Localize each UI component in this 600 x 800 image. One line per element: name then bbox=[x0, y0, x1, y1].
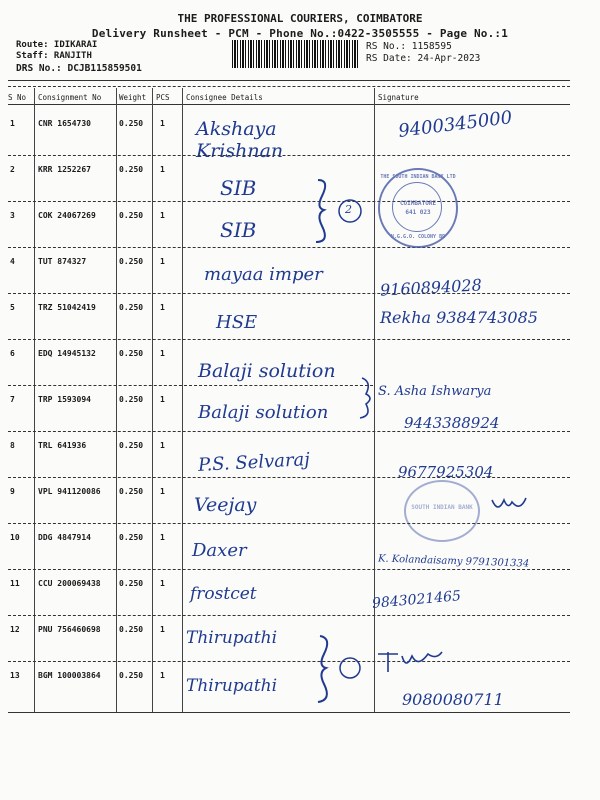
col-signature: Signature bbox=[378, 93, 419, 102]
bank-stamp-extra: N.G.G.O. COLONY BR bbox=[390, 234, 446, 240]
row-consignment: CNR 1654730 bbox=[38, 119, 91, 128]
row-pcs: 1 bbox=[160, 165, 165, 174]
bank-stamp-faded-label: SOUTH INDIAN BANK bbox=[411, 504, 473, 511]
row-divider bbox=[8, 431, 570, 432]
bank-stamp-branch: COIMBATORE bbox=[399, 200, 437, 207]
row-consignee: Thirupathi bbox=[186, 676, 278, 696]
row-signature: 9843021465 bbox=[371, 588, 462, 612]
row-sno: 10 bbox=[10, 533, 20, 542]
row-weight: 0.250 bbox=[119, 257, 144, 266]
bracket-mark bbox=[310, 176, 370, 246]
table-bottom-rule bbox=[8, 712, 570, 713]
col-sno: S No bbox=[8, 93, 27, 102]
row-pcs: 1 bbox=[160, 671, 165, 680]
row-pcs: 1 bbox=[160, 303, 165, 312]
bank-stamp-faded bbox=[404, 480, 480, 542]
bracket-mark-label: 2 bbox=[345, 203, 352, 216]
row-divider bbox=[8, 293, 570, 294]
row-sno: 1 bbox=[10, 119, 15, 128]
row-divider bbox=[8, 477, 570, 478]
row-pcs: 1 bbox=[160, 119, 165, 128]
row-consignee: P.S. Selvaraj bbox=[197, 449, 311, 476]
row-sno: 4 bbox=[10, 257, 15, 266]
col-consignee: Consignee Details bbox=[186, 93, 263, 102]
row-signature: 9160894028 bbox=[379, 275, 483, 300]
col-divider bbox=[152, 88, 153, 713]
row-signature: 9400345000 bbox=[397, 107, 514, 142]
col-divider bbox=[34, 88, 35, 713]
row-weight: 0.250 bbox=[119, 579, 144, 588]
row-sno: 11 bbox=[10, 579, 20, 588]
col-consignment: Consignment No bbox=[38, 93, 102, 102]
column-rule bbox=[8, 104, 570, 105]
company-title: THE PROFESSIONAL COURIERS, COIMBATORE bbox=[177, 12, 423, 25]
row-consignment: BGM 100003864 bbox=[38, 671, 101, 680]
row-consignment: CCU 200069438 bbox=[38, 579, 101, 588]
row-sno: 5 bbox=[10, 303, 15, 312]
row-pcs: 1 bbox=[160, 257, 165, 266]
row-pcs: 1 bbox=[160, 349, 165, 358]
row-pcs: 1 bbox=[160, 625, 165, 634]
row-pcs: 1 bbox=[160, 211, 165, 220]
row-weight: 0.250 bbox=[119, 625, 144, 634]
row-divider bbox=[8, 247, 570, 248]
row-consignee: Daxer bbox=[192, 540, 247, 561]
row-consignee: Veejay bbox=[194, 494, 257, 516]
runsheet-title: Delivery Runsheet - PCM - Phone No.:0422-3505555 - Page No.:1 bbox=[91, 27, 509, 40]
row-sno: 2 bbox=[10, 165, 15, 174]
row-pcs: 1 bbox=[160, 395, 165, 404]
row-divider bbox=[8, 569, 570, 570]
row-pcs: 1 bbox=[160, 441, 165, 450]
bank-stamp bbox=[378, 168, 458, 248]
row-weight: 0.250 bbox=[119, 211, 144, 220]
col-pcs: PCS bbox=[156, 93, 170, 102]
row-divider bbox=[8, 523, 570, 524]
row-divider bbox=[8, 155, 570, 156]
row-consignment: TRZ 51042419 bbox=[38, 303, 96, 312]
row-sno: 8 bbox=[10, 441, 15, 450]
row-divider bbox=[8, 615, 570, 616]
row-divider bbox=[8, 661, 570, 662]
row-signature: S. Asha Ishwarya bbox=[378, 384, 492, 399]
row-pcs: 1 bbox=[160, 487, 165, 496]
row-consignment: VPL 941120086 bbox=[38, 487, 101, 496]
row-consignee: SIB bbox=[220, 176, 257, 200]
row-consignment: COK 24067269 bbox=[38, 211, 96, 220]
row-consignee: mayaa imper bbox=[204, 264, 323, 285]
row-consignment: EDQ 14945132 bbox=[38, 349, 96, 358]
route-label: Route: IDIKARAI bbox=[16, 40, 98, 50]
row-consignee: HSE bbox=[216, 312, 258, 333]
row-weight: 0.250 bbox=[119, 487, 144, 496]
rs-date: RS Date: 24-Apr-2023 bbox=[366, 53, 481, 64]
row-consignee: Balaji solution bbox=[198, 402, 329, 423]
row-weight: 0.250 bbox=[119, 395, 144, 404]
row-sno: 7 bbox=[10, 395, 15, 404]
row-weight: 0.250 bbox=[119, 441, 144, 450]
row-consignment: DDG 4847914 bbox=[38, 533, 91, 542]
row-weight: 0.250 bbox=[119, 165, 144, 174]
barcode bbox=[232, 40, 358, 68]
row-consignee: Balaji solution bbox=[198, 360, 336, 382]
col-divider bbox=[116, 88, 117, 713]
row-weight: 0.250 bbox=[119, 303, 144, 312]
row-divider bbox=[8, 201, 570, 202]
row-weight: 0.250 bbox=[119, 119, 144, 128]
row-consignee: Thirupathi bbox=[186, 628, 278, 648]
row-consignee: frostcet bbox=[190, 584, 257, 604]
row-consignment: TUT 874327 bbox=[38, 257, 87, 266]
row-consignment: PNU 756460698 bbox=[38, 625, 101, 634]
bracket-mark bbox=[356, 372, 386, 422]
bank-stamp-code: 641 023 bbox=[405, 209, 431, 216]
row-signature: 9443388924 bbox=[404, 414, 500, 432]
row-consignee: Akshaya Krishnan bbox=[196, 118, 284, 162]
row-divider bbox=[8, 385, 373, 386]
row-signature: 9080080711 bbox=[402, 690, 504, 709]
drs-number: DRS No.: DCJB115859501 bbox=[16, 63, 142, 74]
row-signature: 9677925304 bbox=[398, 463, 494, 481]
rs-number: RS No.: 1158595 bbox=[366, 41, 452, 52]
col-divider bbox=[182, 88, 183, 713]
header-rule bbox=[8, 80, 570, 81]
row-consignment: TRP 1593094 bbox=[38, 395, 91, 404]
row-sno: 3 bbox=[10, 211, 15, 220]
row-signature: K. Kolandaisamy 9791301334 bbox=[377, 553, 530, 570]
bracket-mark bbox=[312, 632, 362, 706]
signature-scribble bbox=[490, 492, 530, 518]
signature-scribble bbox=[376, 646, 446, 676]
row-weight: 0.250 bbox=[119, 349, 144, 358]
header-rule-dashed bbox=[8, 86, 570, 87]
row-sno: 13 bbox=[10, 671, 20, 680]
bank-stamp-name: THE SOUTH INDIAN BANK LTD bbox=[380, 174, 456, 180]
row-pcs: 1 bbox=[160, 533, 165, 542]
row-consignment: KRR 1252267 bbox=[38, 165, 91, 174]
row-divider bbox=[8, 339, 570, 340]
row-pcs: 1 bbox=[160, 579, 165, 588]
row-consignment: TRL 641936 bbox=[38, 441, 87, 450]
row-consignee: SIB bbox=[220, 218, 257, 242]
row-sno: 12 bbox=[10, 625, 20, 634]
staff-label: Staff: RANJITH bbox=[16, 51, 92, 61]
row-sno: 6 bbox=[10, 349, 15, 358]
row-weight: 0.250 bbox=[119, 671, 144, 680]
col-weight: Weight bbox=[119, 93, 147, 102]
row-sno: 9 bbox=[10, 487, 15, 496]
row-weight: 0.250 bbox=[119, 533, 144, 542]
row-signature: Rekha 9384743085 bbox=[380, 308, 538, 327]
